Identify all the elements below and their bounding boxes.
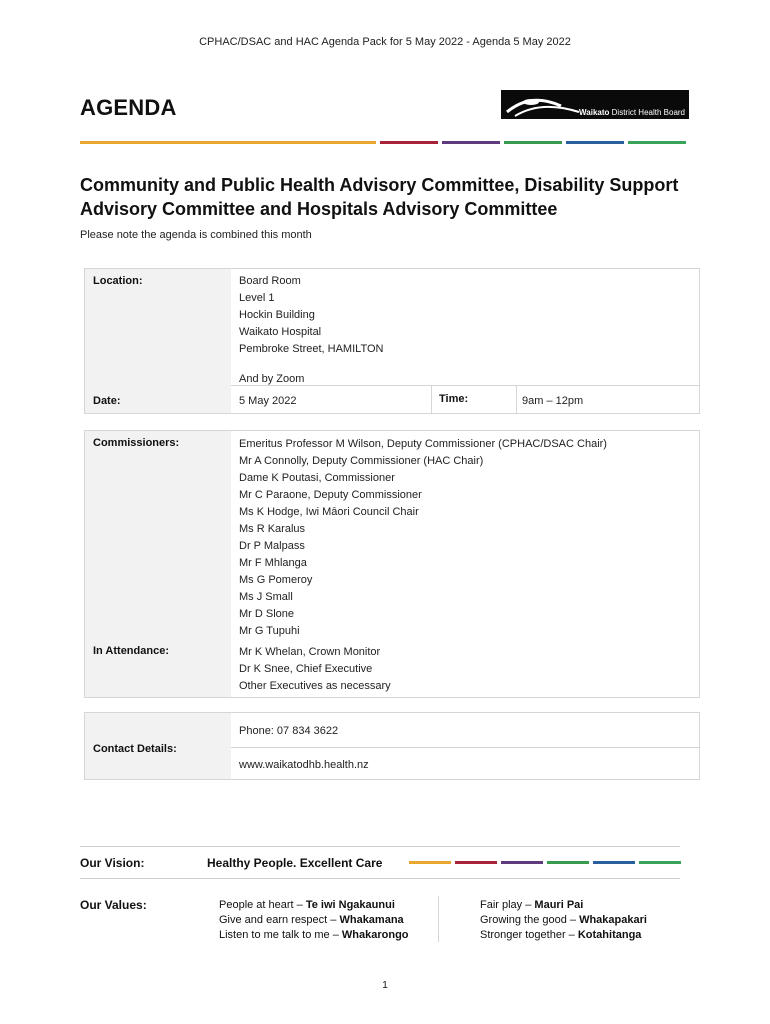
value-item: People at heart – Te iwi Ngakaunui <box>219 899 395 911</box>
waikato-dhb-logo <box>501 90 689 119</box>
logo-wordmark: Waikato District Health Board <box>579 108 685 117</box>
value-item: Fair play – Mauri Pai <box>480 899 584 911</box>
values-label: Our Values: <box>80 898 147 912</box>
values-divider <box>438 896 439 942</box>
list-item: Dr P Malpass <box>239 540 305 552</box>
footer-rule-top <box>80 846 680 847</box>
list-item: Emeritus Professor M Wilson, Deputy Commissioner (CPHAC/DSAC Chair) <box>239 438 607 450</box>
contact-label: Contact Details: <box>93 743 177 755</box>
agenda-note: Please note the agenda is combined this month <box>80 229 312 241</box>
attendance-list <box>239 644 391 695</box>
rule-segment <box>593 861 635 864</box>
value-item: Growing the good – Whakapakari <box>480 914 647 926</box>
list-item: Mr C Paraone, Deputy Commissioner <box>239 489 422 501</box>
commissioners-label: Commissioners: <box>93 437 180 449</box>
list-item: Ms G Pomeroy <box>239 574 313 586</box>
date-label: Date: <box>93 395 121 407</box>
rule-segment <box>409 861 451 864</box>
meeting-details-table <box>84 268 700 414</box>
running-header: CPHAC/DSAC and HAC Agenda Pack for 5 May 2022 - Agenda 5 May 2022 <box>199 36 571 48</box>
values-left <box>219 898 409 943</box>
location-label: Location: <box>93 275 143 287</box>
footer-color-rule <box>409 861 685 864</box>
list-item: Ms J Small <box>239 591 293 603</box>
list-item: Mr A Connolly, Deputy Commissioner (HAC Chair) <box>239 455 484 467</box>
footer-rule-mid <box>80 878 680 879</box>
rule-segment <box>566 141 624 144</box>
value-item: Stronger together – Kotahitanga <box>480 929 642 941</box>
rule-segment <box>455 861 497 864</box>
time-label: Time: <box>439 393 469 405</box>
page-title: AGENDA <box>80 95 177 120</box>
phone-number: Phone: 07 834 3622 <box>239 725 339 737</box>
logo-swoosh-icon <box>501 90 581 119</box>
rule-segment <box>501 861 543 864</box>
list-item: Dr K Snee, Chief Executive <box>239 663 373 675</box>
zoom-note: And by Zoom <box>239 373 305 385</box>
value-item: Give and earn respect – Whakamana <box>219 914 404 926</box>
list-item: Other Executives as necessary <box>239 680 391 692</box>
brand-color-rule <box>80 141 690 144</box>
list-item: Mr D Slone <box>239 608 295 620</box>
website-link[interactable]: www.waikatodhb.health.nz <box>239 759 369 771</box>
page-number: 1 <box>382 980 388 991</box>
list-item: Dame K Poutasi, Commissioner <box>239 472 395 484</box>
row-divider <box>231 747 699 748</box>
commissioners-list <box>239 436 607 640</box>
list-item: Mr G Tupuhi <box>239 625 300 637</box>
contact-table <box>84 712 700 780</box>
date-value: 5 May 2022 <box>239 395 297 407</box>
committee-title: Community and Public Health Advisory Committee, Disability Support Advisory Committee and Hospitals Advisory Committee <box>80 175 679 219</box>
attendance-label: In Attendance: <box>93 645 169 657</box>
col-divider <box>431 385 432 413</box>
table-label-column <box>85 269 231 413</box>
list-item: Ms K Hodge, Iwi Māori Council Chair <box>239 506 419 518</box>
row-divider <box>231 385 699 386</box>
list-item: Mr F Mhlanga <box>239 557 307 569</box>
rule-segment <box>442 141 500 144</box>
values-right <box>480 898 647 943</box>
col-divider <box>516 385 517 413</box>
value-item: Listen to me talk to me – Whakarongo <box>219 929 409 941</box>
table-label-column <box>85 431 231 697</box>
rule-segment <box>80 141 376 144</box>
rule-segment <box>547 861 589 864</box>
list-item: Mr K Whelan, Crown Monitor <box>239 646 381 658</box>
rule-segment <box>639 861 681 864</box>
vision-label: Our Vision: <box>80 856 145 870</box>
vision-statement: Healthy People. Excellent Care <box>207 856 383 870</box>
list-item: Ms R Karalus <box>239 523 306 535</box>
commissioners-table <box>84 430 700 698</box>
rule-segment <box>504 141 562 144</box>
rule-segment <box>628 141 686 144</box>
time-value: 9am – 12pm <box>522 395 584 407</box>
location-address: Board Room Level 1 Hockin Building Waikato Hospital Pembroke Street, HAMILTON <box>239 275 384 355</box>
rule-segment <box>380 141 438 144</box>
